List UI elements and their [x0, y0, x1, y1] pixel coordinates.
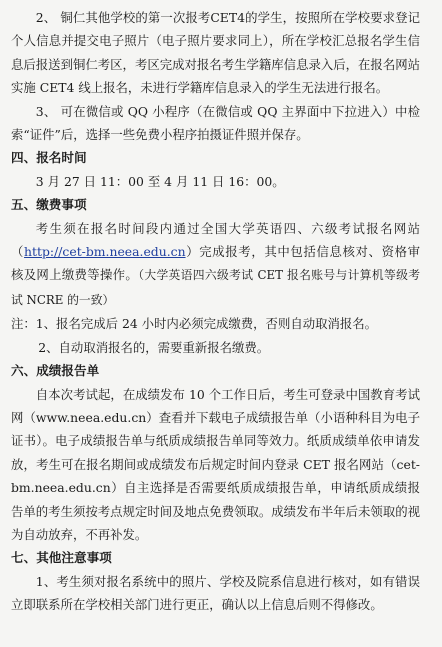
- payment-paragraph: [11, 217, 420, 313]
- paragraph-item-2: 2、 铜仁其他学校的第一次报考CET4的学生，按照所在学校要求登记个人信息并提交电子照片（电子照片要求同上），所在学校汇总报名学生信息后报送到铜仁考区，考区完成对报名考生学籍库信息录入后，在报名网站实施 CET4 线上报名，未进行学籍库信息录入的学生无法进行报名。: [11, 10, 420, 96]
- section-heading-other-notes: 七、其他注意事项: [11, 550, 112, 566]
- payment-account-note: （大学英语四六级考试 CET 报名账号与计算机等级考试 NCRE 的一致）: [11, 268, 420, 307]
- payment-text-before-link: 考生须在报名时间段内通过全国大学英语四、六级考试报名网站（: [11, 220, 420, 260]
- paragraph-item-3: 3、 可在微信或 QQ 小程序（在微信或 QQ 主界面中下拉进入）中检索“证件”后，选择一些免费小程序拍摄证件照并保存。: [11, 103, 420, 143]
- section-heading-score-report: 六、成绩报告单: [11, 363, 100, 379]
- other-notes-item-1: 1、考生须对报名系统中的照片、学校及院系信息进行核对，如有错误立即联系所在学校相关部门进行更正，确认以上信息后则不得修改。: [11, 573, 420, 613]
- registration-time-text: 3 月 27 日 11：00 至 4 月 11 日 16：00。: [35, 173, 285, 189]
- payment-note-2: 2、自动取消报名的，需要重新报名缴费。: [38, 339, 270, 355]
- section-heading-payment: 五、缴费事项: [11, 197, 87, 213]
- score-report-paragraph: 自本次考试起，在成绩发布 10 个工作日后，考生可登录中国教育考试网（www.neea.edu.cn）查看并下载电子成绩报告单（小语种科目为电子证书）。电子成绩报告单与纸质成绩报告单同等效力。纸质成绩单依申请发放，考生可在报名期间或成绩发布后规定时间内登录 CET 报名网站（cet-bm.neea.edu.cn）自主选择是否需要纸质成绩报告单，申请纸质成绩报告单的考生须按考点规定时间及地点免费领取。成绩发布半年后未领取的视为自动放弃，不再补发。: [11, 386, 420, 542]
- registration-site-link[interactable]: http://cet-bm.neea.edu.cn: [24, 244, 186, 260]
- section-heading-registration-time: 四、报名时间: [11, 150, 87, 166]
- payment-text-after-link: ）完成报考，其中包括信息核对、资格审核及网上缴费等操作。: [11, 244, 421, 283]
- payment-note-1: 注：1、报名完成后 24 小时内必须完成缴费，否则自动取消报名。: [11, 316, 378, 332]
